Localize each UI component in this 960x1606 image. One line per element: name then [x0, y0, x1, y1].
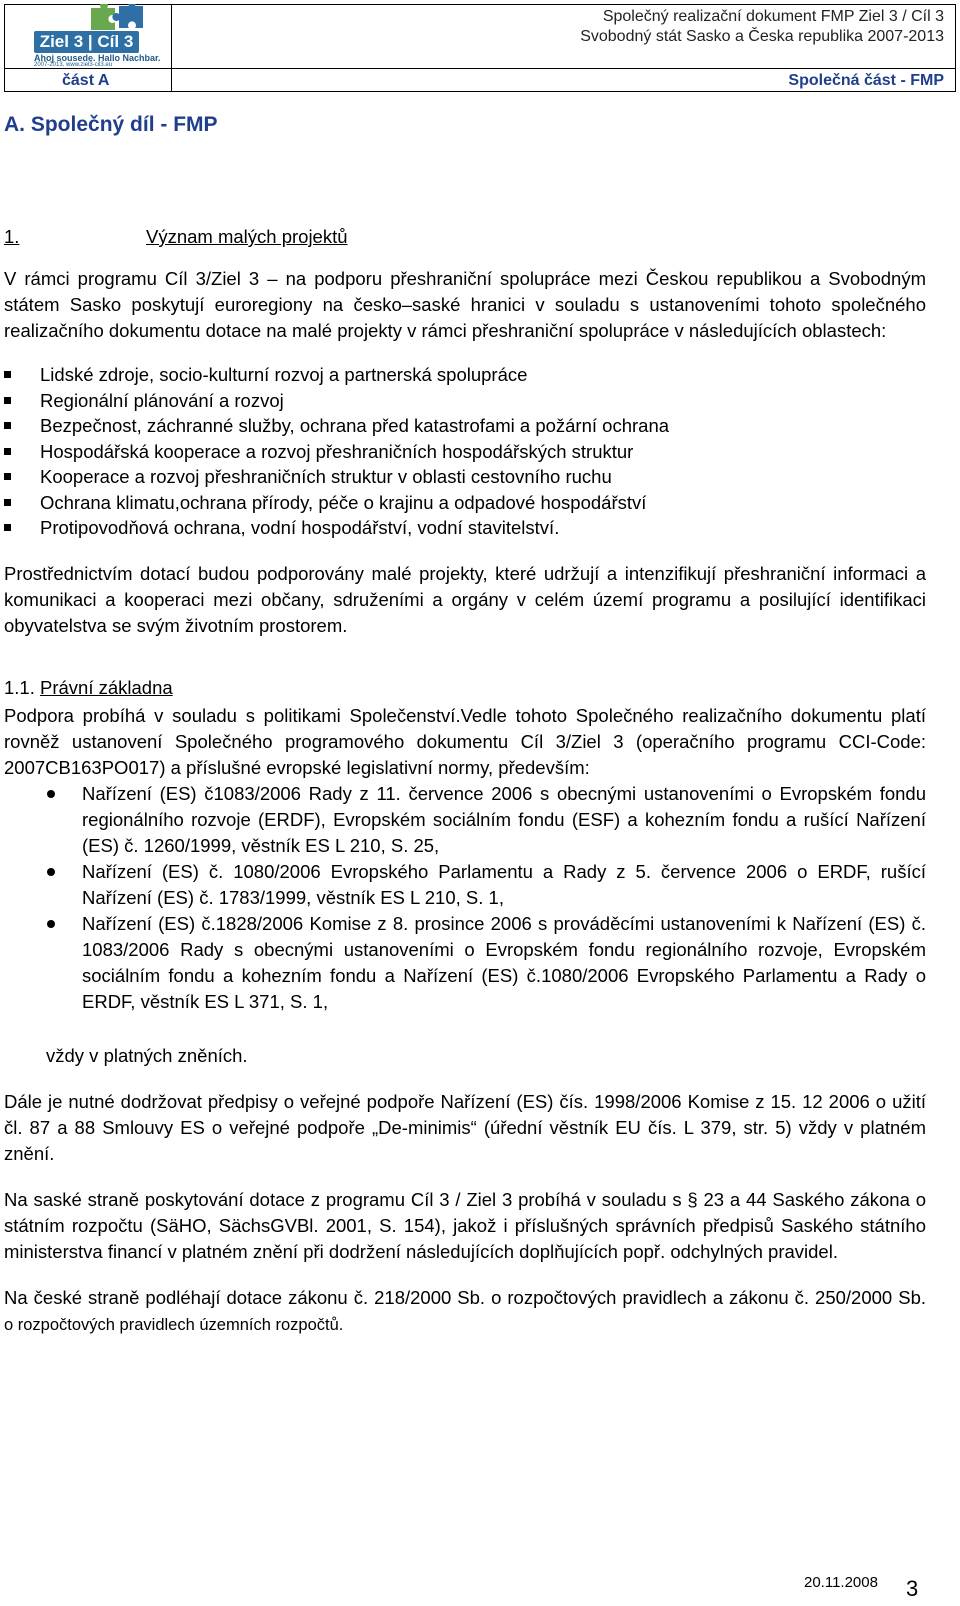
- saxony-paragraph: Na saské straně poskytování dotace z programu Cíl 3 / Ziel 3 probíhá v souladu s § 23 a 44 Saského zákona o státním rozpočtu (SäHO, SächsGVBl. 2001, S. 154), jakož i příslušných správních předpisů Saského státního ministerstva financí v platném znění při dodržení následujících doplňujících popř. odchylných pravidel.: [4, 1188, 926, 1262]
- czech-paragraph: [4, 1285, 926, 1338]
- czech-paragraph-main: Na české straně podléhají dotace zákonu č. 218/2000 Sb. o rozpočtových pravidlech a zákonu č. 250/2000 Sb.: [4, 1286, 926, 1308]
- page-number: 3: [906, 1576, 919, 1601]
- section-closing: Prostřednictvím dotací budou podporovány malé projekty, které udržují a intenzifikují přeshraniční informaci a komunikaci a kooperaci mezi občany, sdruženími a orgány v celém území programu a posilující identifikaci obyvatelstva se svým životním prostorem.: [4, 562, 926, 636]
- czech-paragraph-small: o rozpočtových pravidlech územních rozpočtů.: [4, 1315, 344, 1334]
- ziel3-logo: [34, 4, 161, 68]
- logo-brand: Ziel 3 | Cíl 3: [34, 31, 139, 53]
- puzzle-icon: [89, 4, 145, 32]
- regulations-list: [4, 781, 926, 1015]
- list-item: Ochrana klimatu,ochrana přírody, péče o krajinu a odpadové hospodářství: [4, 490, 926, 516]
- list-item: Nařízení (ES) č1083/2006 Rady z 11. července 2006 s obecnými ustanoveními o Evropském fondu regionálního rozvoje (ERDF), Evropském sociálním fondu (ESF) a kohezním fondu a rušící Nařízení (ES) č. 1260/1999, věstník ES L 210, S. 25,: [4, 781, 926, 859]
- areas-list: [4, 362, 926, 541]
- page-header: [4, 4, 956, 90]
- header-part-title: Společná část - FMP: [788, 72, 944, 89]
- legal-intro: Podpora probíhá v souladu s politikami Společenství.Vedle tohoto Společného realizačního dokumentu platí rovněž ustanovení Společného programového dokumentu Cíl 3/Ziel 3 (operačního programu CCI-Code: 2007CB163PO017) a příslušné evropské legislativní normy, především:: [4, 704, 926, 778]
- subsection-heading: [4, 675, 926, 703]
- footer-date: 20.11.2008: [804, 1574, 878, 1591]
- document-body: [4, 110, 926, 1338]
- header-part-label: část A: [62, 72, 110, 89]
- subsection-number: 1.1.: [4, 676, 35, 698]
- deminimis-paragraph: Dále je nutné dodržovat předpisy o veřejné podpoře Nařízení (ES) čís. 1998/2006 Komise z 15. 12 2006 o užití čl. 87 a 88 Smlouvy ES o veřejné podpoře „De-minimis“ (úřední věstník EU čís. L 379, str. 5) vždy v platném znění.: [4, 1090, 926, 1164]
- list-item: Protipovodňová ochrana, vodní hospodářství, vodní stavitelství.: [4, 515, 926, 541]
- subsection-title: Právní základna: [40, 676, 173, 698]
- list-item: Regionální plánování a rozvoj: [4, 388, 926, 414]
- header-divider: [171, 4, 172, 92]
- page-title: A. Společný díl - FMP: [4, 113, 218, 136]
- section-title: Význam malých projektů: [146, 226, 348, 247]
- header-document-title: Společný realizační dokument FMP Ziel 3 / Cíl 3: [602, 8, 944, 25]
- section-number: 1.: [4, 226, 20, 247]
- list-item: Lidské zdroje, socio-kulturní rozvoj a partnerská spolupráce: [4, 362, 926, 388]
- header-document-subtitle: Svobodný stát Sasko a Česka republika 2007-2013: [580, 28, 944, 45]
- section-intro: V rámci programu Cíl 3/Ziel 3 – na podporu přeshraniční spolupráce mezi Českou republikou a Svobodným státem Sasko poskytují euroregiony na česko–saské hranici v souladu s ustanoveními tohoto společného realizačního dokumentu dotace na malé projekty v rámci přeshraniční spolupráce v následujících oblastech:: [4, 268, 926, 341]
- list-item: Hospodářská kooperace a rozvoj přeshraničních hospodářských struktur: [4, 439, 926, 465]
- logo-slogan: Ahoj sousede. Hallo Nachbar.: [34, 53, 161, 63]
- list-item: Kooperace a rozvoj přeshraničních struktur v oblasti cestovního ruchu: [4, 464, 926, 490]
- logo-slogan-years: 2007-2013, www.ziel3-cil3.eu: [34, 62, 113, 68]
- list-item: Bezpečnost, záchranné služby, ochrana před katastrofami a požární ochrana: [4, 413, 926, 439]
- validity-note: vždy v platných zněních.: [46, 1044, 248, 1066]
- list-item: Nařízení (ES) č. 1080/2006 Evropského Parlamentu a Rady z 5. července 2006 o ERDF, rušící Nařízení (ES) č. 1783/1999, věstník ES L 210, S. 1,: [4, 859, 926, 911]
- section-heading: [4, 224, 926, 252]
- list-item: Nařízení (ES) č.1828/2006 Komise z 8. prosince 2006 s prováděcími ustanoveními k Nařízení (ES) č. 1083/2006 Rady s obecnými ustanoveními o Evropském fondu regionálního rozvoje, Evropském sociálním fondu a kohezním fondu a Nařízení (ES) č.1080/2006 Evropského Parlamentu a Rady o ERDF, věstník ES L 371, S. 1,: [4, 911, 926, 1015]
